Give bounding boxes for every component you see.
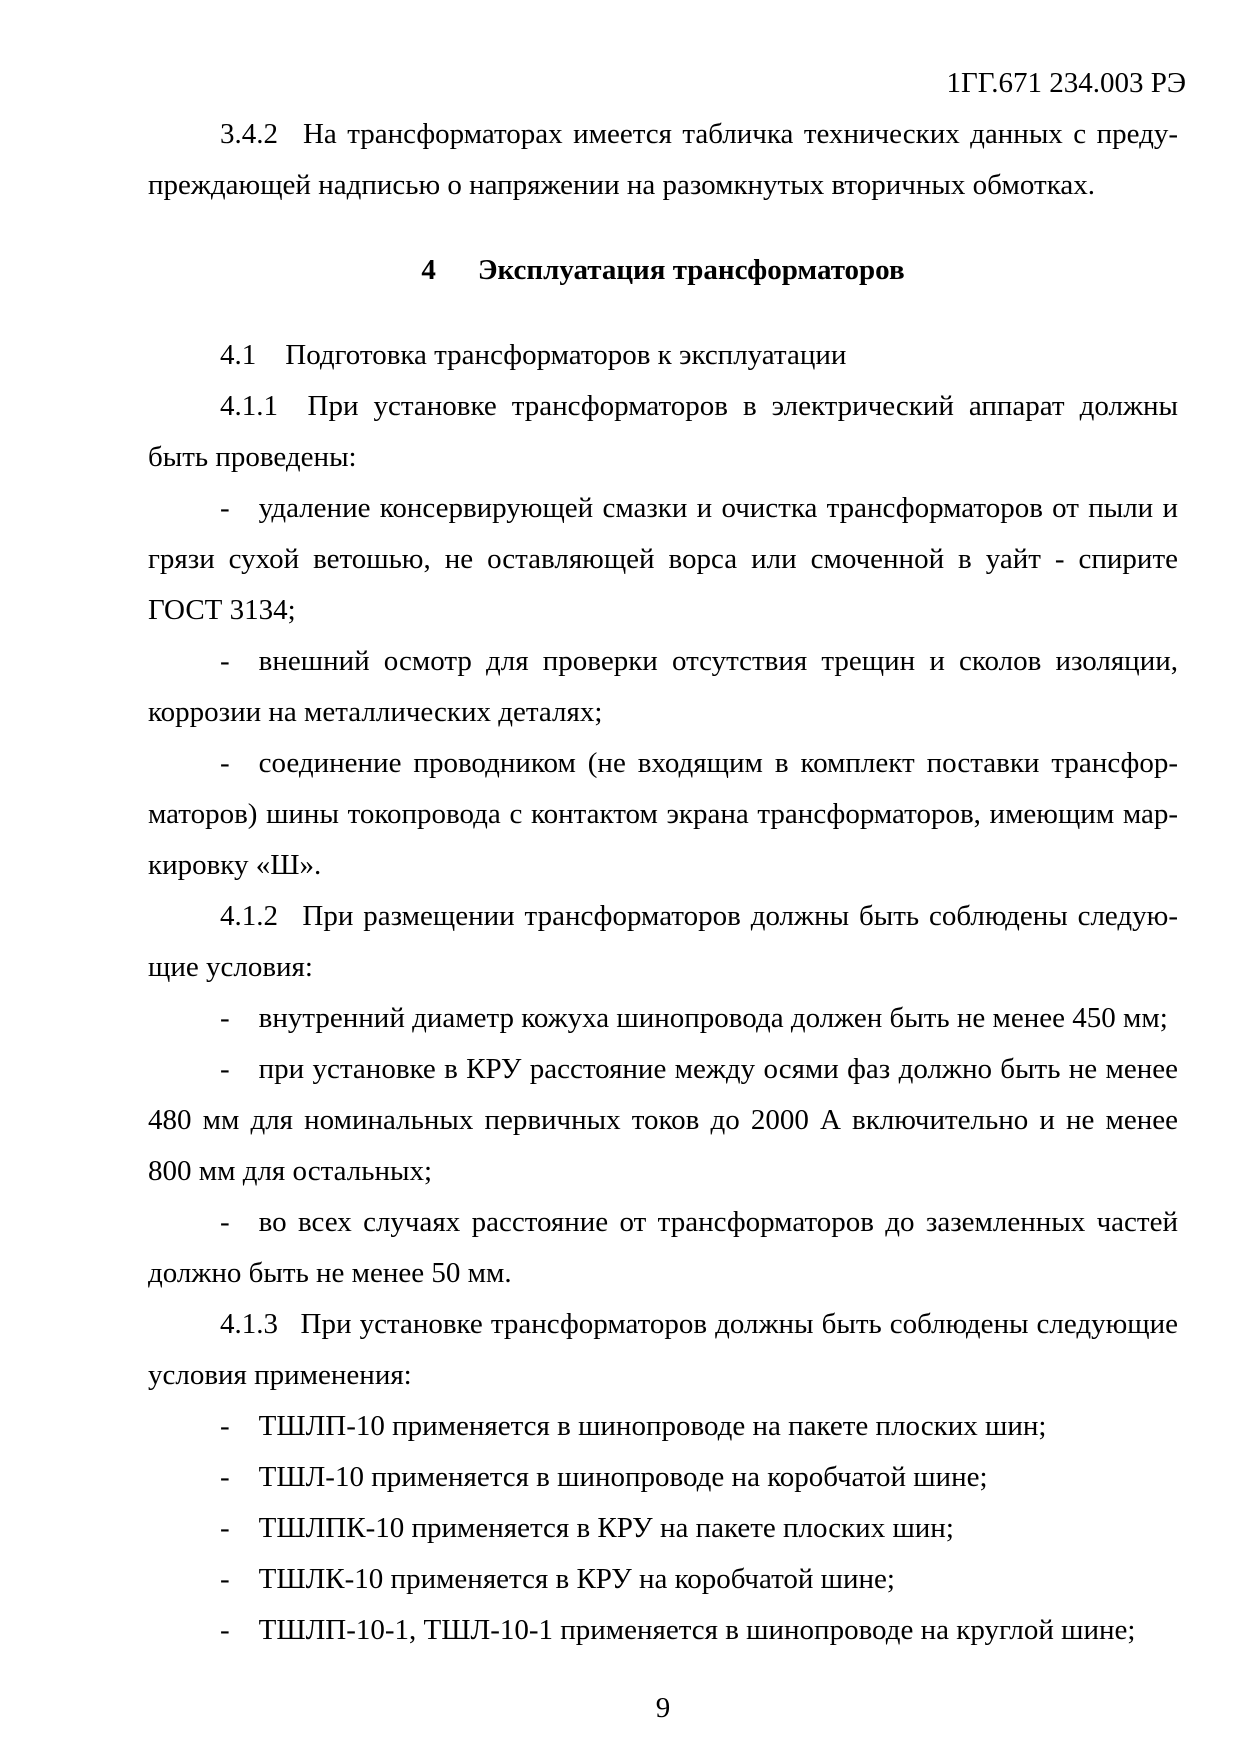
text-line: быть проведены: <box>148 441 357 473</box>
paragraph <box>148 891 1178 993</box>
section-heading <box>148 245 1178 296</box>
text-line: - внутренний диаметр кожуха шинопровода должен быть не менее 450 мм; <box>220 1002 1168 1034</box>
text-line: кировку «Ш». <box>148 849 322 881</box>
paragraph <box>148 381 1178 483</box>
list-item <box>148 1401 1178 1452</box>
list-item <box>148 1197 1178 1299</box>
document-body <box>148 109 1178 1656</box>
paragraph <box>148 1299 1178 1401</box>
text-line: маторов) шины токопровода с контактом экрана трансформаторов, имеющим мар- <box>148 798 1178 830</box>
list-item <box>148 1554 1178 1605</box>
list-item <box>148 1452 1178 1503</box>
list-item <box>148 636 1178 738</box>
text-line: 800 мм для остальных; <box>148 1155 433 1187</box>
list-item <box>148 1044 1178 1197</box>
text-line: 4.1.2 При размещении трансформаторов должны быть соблюдены следую- <box>220 900 1178 932</box>
text-line: условия применения: <box>148 1359 412 1391</box>
text-line: - соединение проводником (не входящим в комплект поставки трансфор- <box>220 747 1178 779</box>
text-line: - при установке в КРУ расстояние между осями фаз должно быть не менее <box>220 1053 1178 1085</box>
list-item <box>148 993 1178 1044</box>
text-line: щие условия: <box>148 951 313 983</box>
text-line: - ТШЛПК-10 применяется в КРУ на пакете плоских шин; <box>220 1512 954 1544</box>
text-line: - ТШЛК-10 применяется в КРУ на коробчатой шине; <box>220 1563 895 1595</box>
page-number: 9 <box>655 1692 671 1724</box>
text-line: - ТШЛ-10 применяется в шинопроводе на коробчатой шине; <box>220 1461 988 1493</box>
text-line: - во всех случаях расстояние от трансформаторов до заземленных частей <box>220 1206 1178 1238</box>
section-heading-number: 4 <box>421 254 436 286</box>
paragraph <box>148 109 1178 211</box>
list-item <box>148 1503 1178 1554</box>
text-line: 480 мм для номинальных первичных токов до 2000 А включительно и не менее <box>148 1104 1178 1136</box>
text-line: - удаление консервирующей смазки и очистка трансформаторов от пыли и <box>220 492 1178 524</box>
text-line: - ТШЛП-10 применяется в шинопроводе на пакете плоских шин; <box>220 1410 1047 1442</box>
list-item <box>148 738 1178 891</box>
text-line: 4.1.1 При установке трансформаторов в электрический аппарат должны <box>220 390 1178 422</box>
section-heading-title: Эксплуатация трансформаторов <box>477 254 905 286</box>
text-line: 3.4.2 На трансформаторах имеется табличка технических данных с преду- <box>220 118 1178 150</box>
list-item <box>148 1605 1178 1656</box>
text-line: - внешний осмотр для проверки отсутствия трещин и сколов изоляции, <box>220 645 1178 677</box>
list-item <box>148 483 1178 636</box>
text-line: 4.1 Подготовка трансформаторов к эксплуатации <box>220 339 847 371</box>
text-line: преждающей надписью о напряжении на разомкнутых вторичных обмотках. <box>148 169 1095 201</box>
text-line: 4.1.3 При установке трансформаторов должны быть соблюдены следующие <box>220 1308 1178 1340</box>
subsection-heading <box>148 330 1178 381</box>
text-line: грязи сухой ветошью, не оставляющей ворса или смоченной в уайт - спирите <box>148 543 1178 575</box>
text-line: - ТШЛП-10-1, ТШЛ-10-1 применяется в шинопроводе на круглой шине; <box>220 1614 1136 1646</box>
text-line: коррозии на металлических деталях; <box>148 696 603 728</box>
text-line: ГОСТ 3134; <box>148 594 296 626</box>
doc-code: 1ГГ.671 234.003 РЭ <box>946 67 1186 99</box>
text-line: должно быть не менее 50 мм. <box>148 1257 512 1289</box>
